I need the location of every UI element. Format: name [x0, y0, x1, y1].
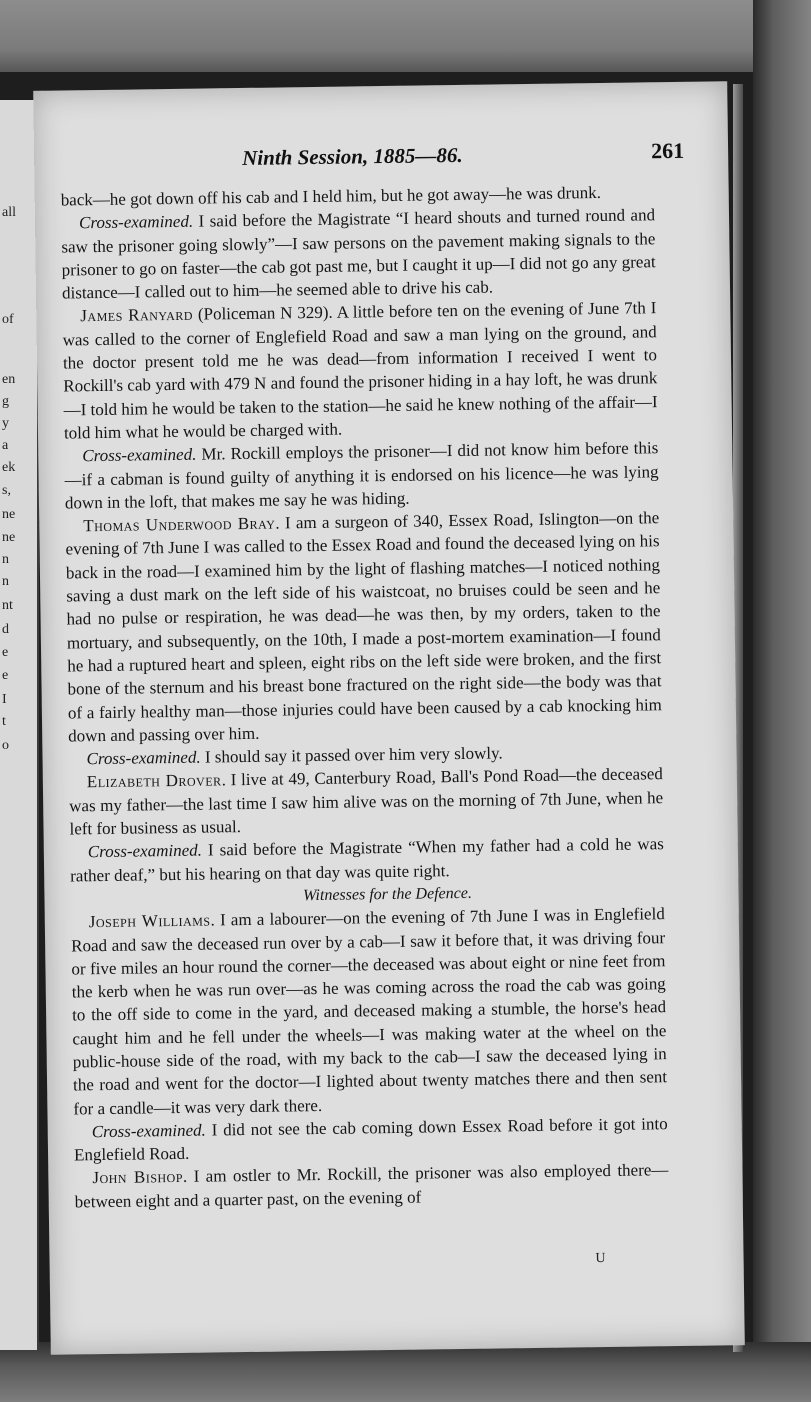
page-number: 261: [650, 137, 685, 164]
facing-page-fragment: n: [2, 552, 9, 567]
testimony-paragraph: [65, 506, 662, 747]
facing-page-fragment: a: [2, 438, 9, 453]
section-heading: Witnesses for the Defence.: [302, 884, 472, 905]
testimony-paragraph: [74, 1112, 669, 1167]
body-text: [61, 180, 669, 1213]
facing-page-fragment: nt: [2, 598, 13, 613]
testimony-paragraph: [70, 832, 665, 887]
examination-label: Cross-examined.: [78, 211, 194, 233]
facing-page-fragment: ne: [2, 530, 16, 545]
paragraph-text: I should say it passed over him very slowly.: [200, 743, 503, 767]
testimony-paragraph: [69, 763, 664, 841]
testimony-paragraph: [61, 204, 656, 305]
witness-name: Thomas Underwood Bray: [83, 513, 276, 536]
examination-label: Cross-examined.: [91, 1120, 206, 1142]
facing-page-edge: [0, 100, 39, 1350]
paragraph-text: I said before the Magistrate “When my father had a cold he was rather deaf,” but his hearing on that day was quite right.: [70, 834, 664, 886]
paragraph-text: (Policeman N 329). A little before ten on the evening of June 7th I was called to the corner of Englefield Road and saw a man lying on the ground, and the doctor present told me he was dead—from information I received I went to Rockill's cab yard with 479 N and found the prisoner hiding in a hay loft, he was drunk—I told him he would be taken to the station—he said he knew nothing of the affair—I told him what he would be charged with.: [62, 298, 658, 443]
witness-name: James Ranyard: [80, 305, 194, 326]
paragraph-text: Mr. Rockill employs the prisoner—I did not know him before this—if a cabman is found guilty of anything it is endorsed on his licence—he was lying down in the loft, that makes me say he was hiding.: [64, 438, 659, 513]
facing-page-fragment: e: [2, 668, 9, 683]
examination-label: Cross-examined.: [87, 840, 203, 862]
witness-name: Joseph Williams: [88, 910, 211, 932]
witness-name: John Bishop: [92, 1167, 184, 1188]
paragraph-text: . I am a surgeon of 340, Essex Road, Islington—on the evening of 7th June I was called to the Essex Road and found the deceased lying on his back in the road—I examined him by the light of flashing matches—I noticed nothing saving a dust mark on the left side of his waistcoat, no bruises could be seen and he had no pulse or respiration, he was dead—he was then, by my orders, taken to the mortuary, and subsequently, on the 10th, I made a post-mortem examination—I found he had a ruptured heart and spleen, eight ribs on the left side were broken, and the first bone of the sternum and his breast bone fractured on the right side—the body was that of a fairly healthy man—those injuries could have been caused by a cab knocking him down and passing over him.: [65, 508, 662, 746]
testimony-paragraph: [64, 436, 659, 514]
testimony-paragraph: [71, 902, 668, 1120]
facing-page-fragment: s,: [2, 483, 11, 498]
testimony-paragraph: [74, 1159, 669, 1214]
paragraph-text: I said before the Magistrate “I heard shouts and turned round and saw the prisoner going slowly”—I saw persons on the pavement making signals to the prisoner to go on faster—the cab got past me, but I caught it up—I did not go any great distance—I called out to him—he seemed able to drive his cab.: [61, 205, 656, 303]
page-header: [34, 139, 728, 179]
facing-page-fragment: e: [2, 645, 9, 660]
running-head: Ninth Session, 1885—86.: [241, 142, 463, 170]
testimony-paragraph: [62, 297, 658, 445]
facing-page-fragment: d: [2, 622, 9, 637]
paragraph-text: . I am ostler to Mr. Rockill, the prisoner was also employed there—between eight and a quarter past, on the evening of: [74, 1160, 669, 1212]
facing-page-fragment: t: [2, 714, 6, 729]
facing-page-fragment: ne: [2, 507, 16, 522]
facing-page-fragment: g: [2, 394, 9, 409]
facing-page-fragment: y: [2, 416, 9, 431]
paragraph-text: back—he got down off his cab and I held him, but he got away—he was drunk.: [60, 182, 602, 210]
facing-page-fragment: n: [2, 574, 9, 589]
scan-background-right: [753, 0, 811, 1402]
paragraph-text: . I am a labourer—on the evening of 7th June I was in Englefield Road and saw the deceased run over by a cab—I saw it before that, it was driving four or five miles an hour round the corner—the deceased was about eight or nine feet from the kerb when he was run over—as he was coming across the road the cab was going to the off side to come in the yard, and deceased making a stumble, the horse's head caught him and he fell under the wheels—I was making water at the wheel on the public-house side of the road, with my back to the cab—I saw the deceased lying in the road and went for the doctor—I lighted about twenty matches there and then sent for a candle—it was very dark there.: [71, 904, 668, 1119]
paragraph-text: I did not see the cab coming down Essex Road before it got into Englefield Road.: [73, 1114, 668, 1165]
facing-page-fragment: all: [2, 205, 16, 220]
facing-page-fragment: of: [2, 312, 14, 327]
facing-page-fragment: en: [2, 372, 16, 387]
paragraph-text: . I live at 49, Canterbury Road, Ball's Pond Road—the deceased was my father—the last time I saw him alive was on the morning of 7th June, when he left for business as usual.: [69, 764, 664, 839]
book-page: [33, 81, 745, 1355]
examination-label: Cross-examined.: [82, 444, 197, 466]
facing-page-fragment: ek: [2, 460, 16, 475]
examination-label: Cross-examined.: [86, 747, 201, 769]
signature-mark: U: [595, 1251, 606, 1267]
witness-name: Elizabeth Drover: [86, 770, 222, 792]
facing-page-fragment: o: [2, 738, 9, 753]
facing-page-fragment: I: [2, 692, 7, 707]
